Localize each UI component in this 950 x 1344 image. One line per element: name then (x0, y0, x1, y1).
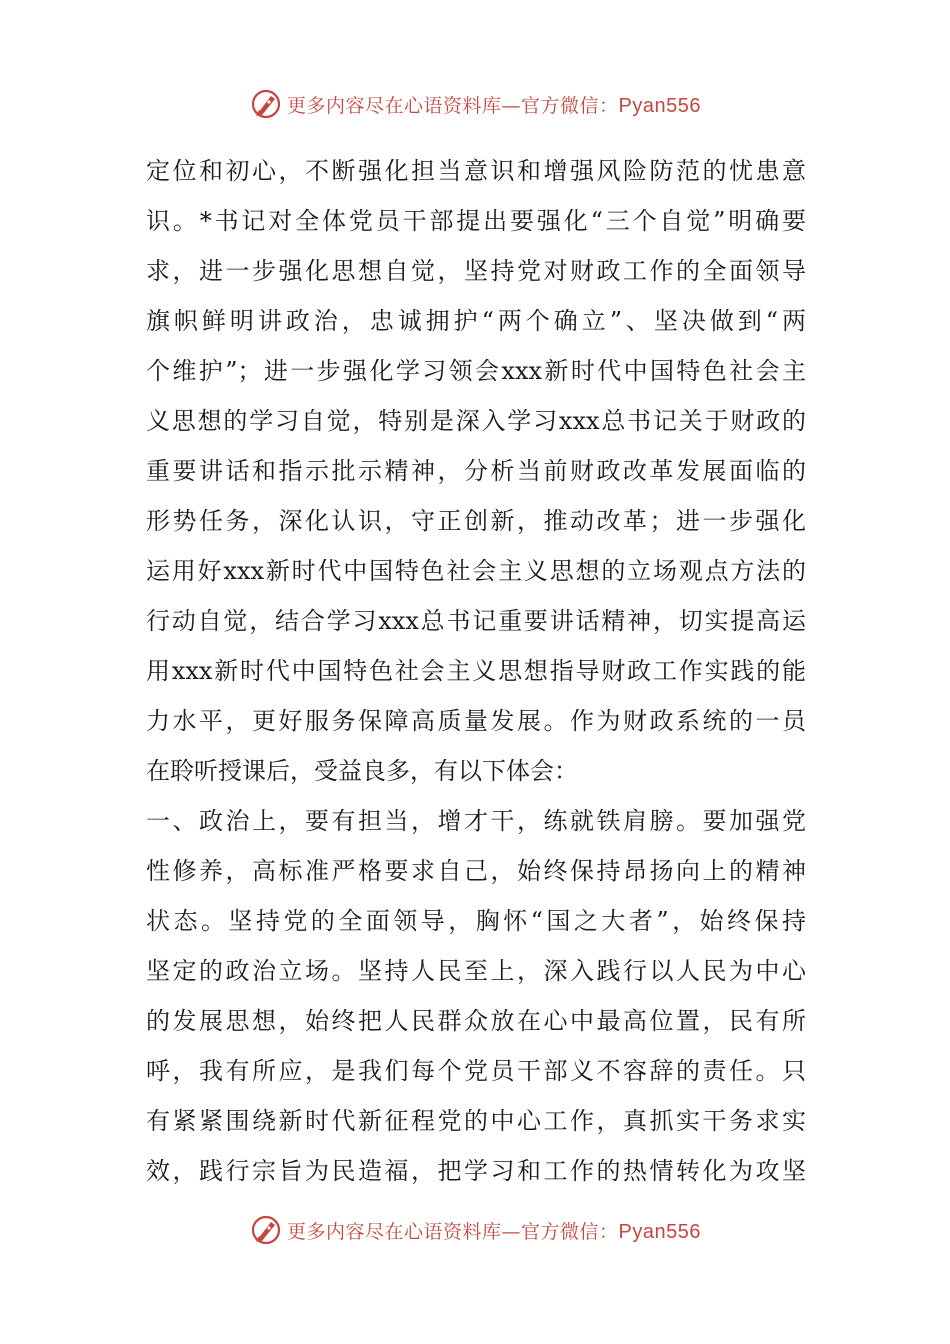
pen-nib-logo-icon (249, 1213, 283, 1247)
header-site-text: 更多内容尽在心语资料库— (287, 94, 522, 117)
footer-wechat-id: Pyan556 (618, 1220, 701, 1243)
footer-site-text: 更多内容尽在心语资料库— (287, 1220, 522, 1243)
text-line: 呼，我有所应，是我们每个党员干部义不容辞的责任。只 (146, 1057, 806, 1085)
header-wechat-label: 官方微信： (521, 94, 619, 117)
text-line: 效，践行宗旨为民造福，把学习和工作的热情转化为攻坚 (146, 1157, 806, 1185)
text-line: 运用好xxx新时代中国特色社会主义思想的立场观点方法的 (146, 557, 806, 585)
footer-text (287, 1217, 701, 1244)
footer-wechat-label: 官方微信： (521, 1220, 619, 1243)
text-line: 形势任务，深化认识，守正创新，推动改革；进一步强化 (146, 507, 806, 535)
text-line: 一、政治上，要有担当，增才干，练就铁肩膀。要加强党 (146, 807, 806, 835)
header-banner (0, 84, 950, 124)
text-line: 状态。坚持党的全面领导，胸怀“国之大者”，始终保持 (146, 907, 806, 935)
text-line: 旗帜鲜明讲政治，忠诚拥护“两个确立”、坚决做到“两 (146, 307, 806, 335)
text-line: 用xxx新时代中国特色社会主义思想指导财政工作实践的能 (146, 657, 806, 685)
document-body (146, 146, 806, 1196)
header-wechat-id: Pyan556 (618, 94, 701, 117)
footer-banner (0, 1210, 950, 1250)
text-line: 在聆听授课后，受益良多，有以下体会： (146, 757, 578, 785)
text-line: 求，进一步强化思想自觉，坚持党对财政工作的全面领导 (146, 257, 806, 285)
text-line: 力水平，更好服务保障高质量发展。作为财政系统的一员 (146, 707, 806, 735)
header-text (287, 91, 701, 118)
text-line: 坚定的政治立场。坚持人民至上，深入践行以人民为中心 (146, 957, 806, 985)
text-line: 有紧紧围绕新时代新征程党的中心工作，真抓实干务求实 (146, 1107, 806, 1135)
text-line: 识。*书记对全体党员干部提出要强化“三个自觉”明确要 (146, 207, 806, 235)
pen-nib-logo-icon (249, 87, 283, 121)
text-line: 个维护”；进一步强化学习领会xxx新时代中国特色社会主 (146, 357, 806, 385)
text-line: 的发展思想，始终把人民群众放在心中最高位置，民有所 (146, 1007, 806, 1035)
text-line: 重要讲话和指示批示精神，分析当前财政改革发展面临的 (146, 457, 806, 485)
text-line: 定位和初心，不断强化担当意识和增强风险防范的忧患意 (146, 157, 806, 185)
text-line: 行动自觉，结合学习xxx总书记重要讲话精神，切实提高运 (146, 607, 806, 635)
text-line: 义思想的学习自觉，特别是深入学习xxx总书记关于财政的 (146, 407, 806, 435)
text-line: 性修养，高标准严格要求自己，始终保持昂扬向上的精神 (146, 857, 806, 885)
